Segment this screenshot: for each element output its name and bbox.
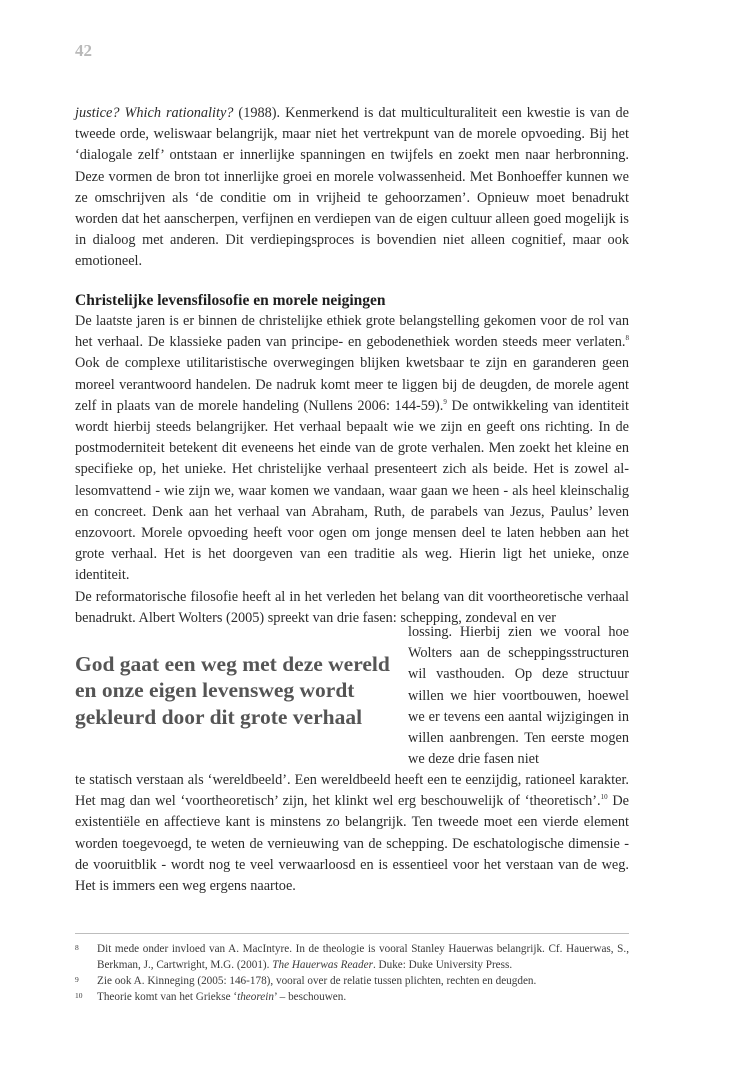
footnote-number: 9 <box>75 975 79 984</box>
book-title-italic: justice? Which rationality? <box>75 105 234 121</box>
page-number: 42 <box>75 41 92 60</box>
footnote-ref-8[interactable]: 8 <box>625 334 629 343</box>
footnote-book-title: The Hauerwas Reader <box>272 959 373 971</box>
footnote-text <box>97 941 629 973</box>
section-heading: Christelijke levensfilosofie en morele neigingen <box>75 292 386 309</box>
footnote-divider <box>75 933 629 934</box>
footnote-greek-term: theorein <box>237 991 274 1003</box>
footnote-8 <box>75 941 629 973</box>
footnote-ref-10[interactable]: 10 <box>600 793 608 802</box>
footnote-number: 10 <box>75 991 83 1000</box>
footnote-number: 8 <box>75 943 79 952</box>
paragraph-text: Ook de complexe utilitaristische overwegingen blijken kwetsbaar te zijn en garanderen geen moreel verantwoord handelen. De nadruk komt meer te liggen bij de deugden, de morele agent zelf in plaats van de morele handeling (Nullens 2006: 144-59). <box>75 355 629 414</box>
footnotes <box>75 941 629 1005</box>
paragraph-text: (1988). Kenmerkend is dat multiculturaliteit een kwestie is van de tweede orde, weliswaar belangrijk, maar niet het vertrekpunt van de morele opvoeding. Bij het ‘dialogale zelf’ ontstaan er innerlijke spanningen en twijfels en zoekt men naar herbronning. Deze vormen de bron tot innerlijke groei en morele volwassenheid. Met Bonhoeffer kunnen we ze omschrijven als ‘de conditie om in vrijheid te gehoorzamen’. Opnieuw moet benadrukt worden dat het aanscherpen, verfijnen en verdiepen van de eigen cultuur alleen goed mogelijk is in dialoog met anderen. Dit verdiepingsproces is bovendien niet alleen cognitief, maar ook emotioneel. <box>75 105 629 270</box>
pull-quote: God gaat een weg met deze wereld en onze eigen levensweg wordt gekleurd door dit grote verhaal <box>75 652 390 729</box>
paragraph-text: De ontwikkeling van identiteit wordt hierbij steeds belangrijker. Het verhaal bepaalt wie we zijn en geeft ons richting. In de postmoderniteit betekent dit eveneens het einde van de grote verhalen. Men zoekt het kleine en specifieke op, het unieke. Het christelijke verhaal presenteert zich als beide. Het is zowel allesomvattend - wie zijn we, waar komen we vandaan, waar gaan we heen - als heel kleinschalig en concreet. Denk aan het verhaal van Abraham, Ruth, de parabels van Jezus, Paulus’ leven enzovoort. Morele opvoeding heeft voor ogen om jonge mensen deel te laten hebben aan het grote verhaal. Het is het doorgeven van een traditie als weg. Hierin ligt het unieke, onze identiteit. <box>75 397 629 584</box>
footnote-text-part: ’ – beschouwen. <box>273 991 347 1003</box>
footnote-9 <box>75 973 629 989</box>
footnote-ref-9[interactable]: 9 <box>443 398 447 407</box>
paragraph-text: te statisch verstaan als ‘wereldbeeld’. Een wereldbeeld heeft een te eenzijdig, rationeel karakter. Het mag dan wel ‘voortheoretisch’ zijn, het klinkt wel erg beschouwelijk of ‘theoretisch’. <box>75 772 629 810</box>
paragraph-reformational: De reformatorische filosofie heeft al in het verleden het belang van dit voortheoretische verhaal benadrukt. Albert Wolters (2005) spreekt van drie fasen: schepping, zondeval en ver <box>75 588 629 626</box>
footnote-text-part: . Duke: Duke University Press. <box>372 959 513 971</box>
footnote-text-part: Dit mede onder invloed van A. MacIntyre. In de theologie is vooral Stanley Hauerwas belangrijk. Cf. Hauerwas, S., Berkman, J., Cartwright, M.G. (2001). <box>97 943 629 971</box>
paragraph-text: De laatste jaren is er binnen de christelijke ethiek grote belangstelling gekomen voor de rol van het verhaal. De klassieke paden van principe- en gebodenethiek worden steeds meer verlaten. <box>75 313 629 351</box>
paragraph-christian-narrative <box>75 311 629 629</box>
footnote-text <box>97 989 629 1005</box>
footnote-text: Zie ook A. Kinneging (2005: 146-178), vooral over de relatie tussen plichten, rechten en deugden. <box>97 975 537 987</box>
paragraph-wolters-narrow: lossing. Hierbij zien we vooral hoe Wolters aan de scheppingsstructuren wil vasthouden. Op deze structuur willen we hier voortbouwen, hoewel we er tevens een aantal wijzigingen in willen aanbrengen. Ten eerste mogen we deze drie fasen niet <box>408 624 629 768</box>
paragraph-text: De existentiële en affectieve kant is minstens zo belangrijk. Ten tweede moet een vierde element worden toegevoegd, te weten de vernieuwing van de schepping. De eschatologische dimensie - de vooruitblik - wordt nog te veel verwaarloosd en is essentieel voor het verstaan van de weg. Het is immers een weg ergens naartoe. <box>75 793 629 895</box>
footnote-10 <box>75 989 629 1005</box>
paragraph-dialogal-self <box>75 103 629 273</box>
paragraph-wolters-continued <box>75 770 629 897</box>
footnote-text-part: Theorie komt van het Griekse ‘ <box>97 991 238 1003</box>
